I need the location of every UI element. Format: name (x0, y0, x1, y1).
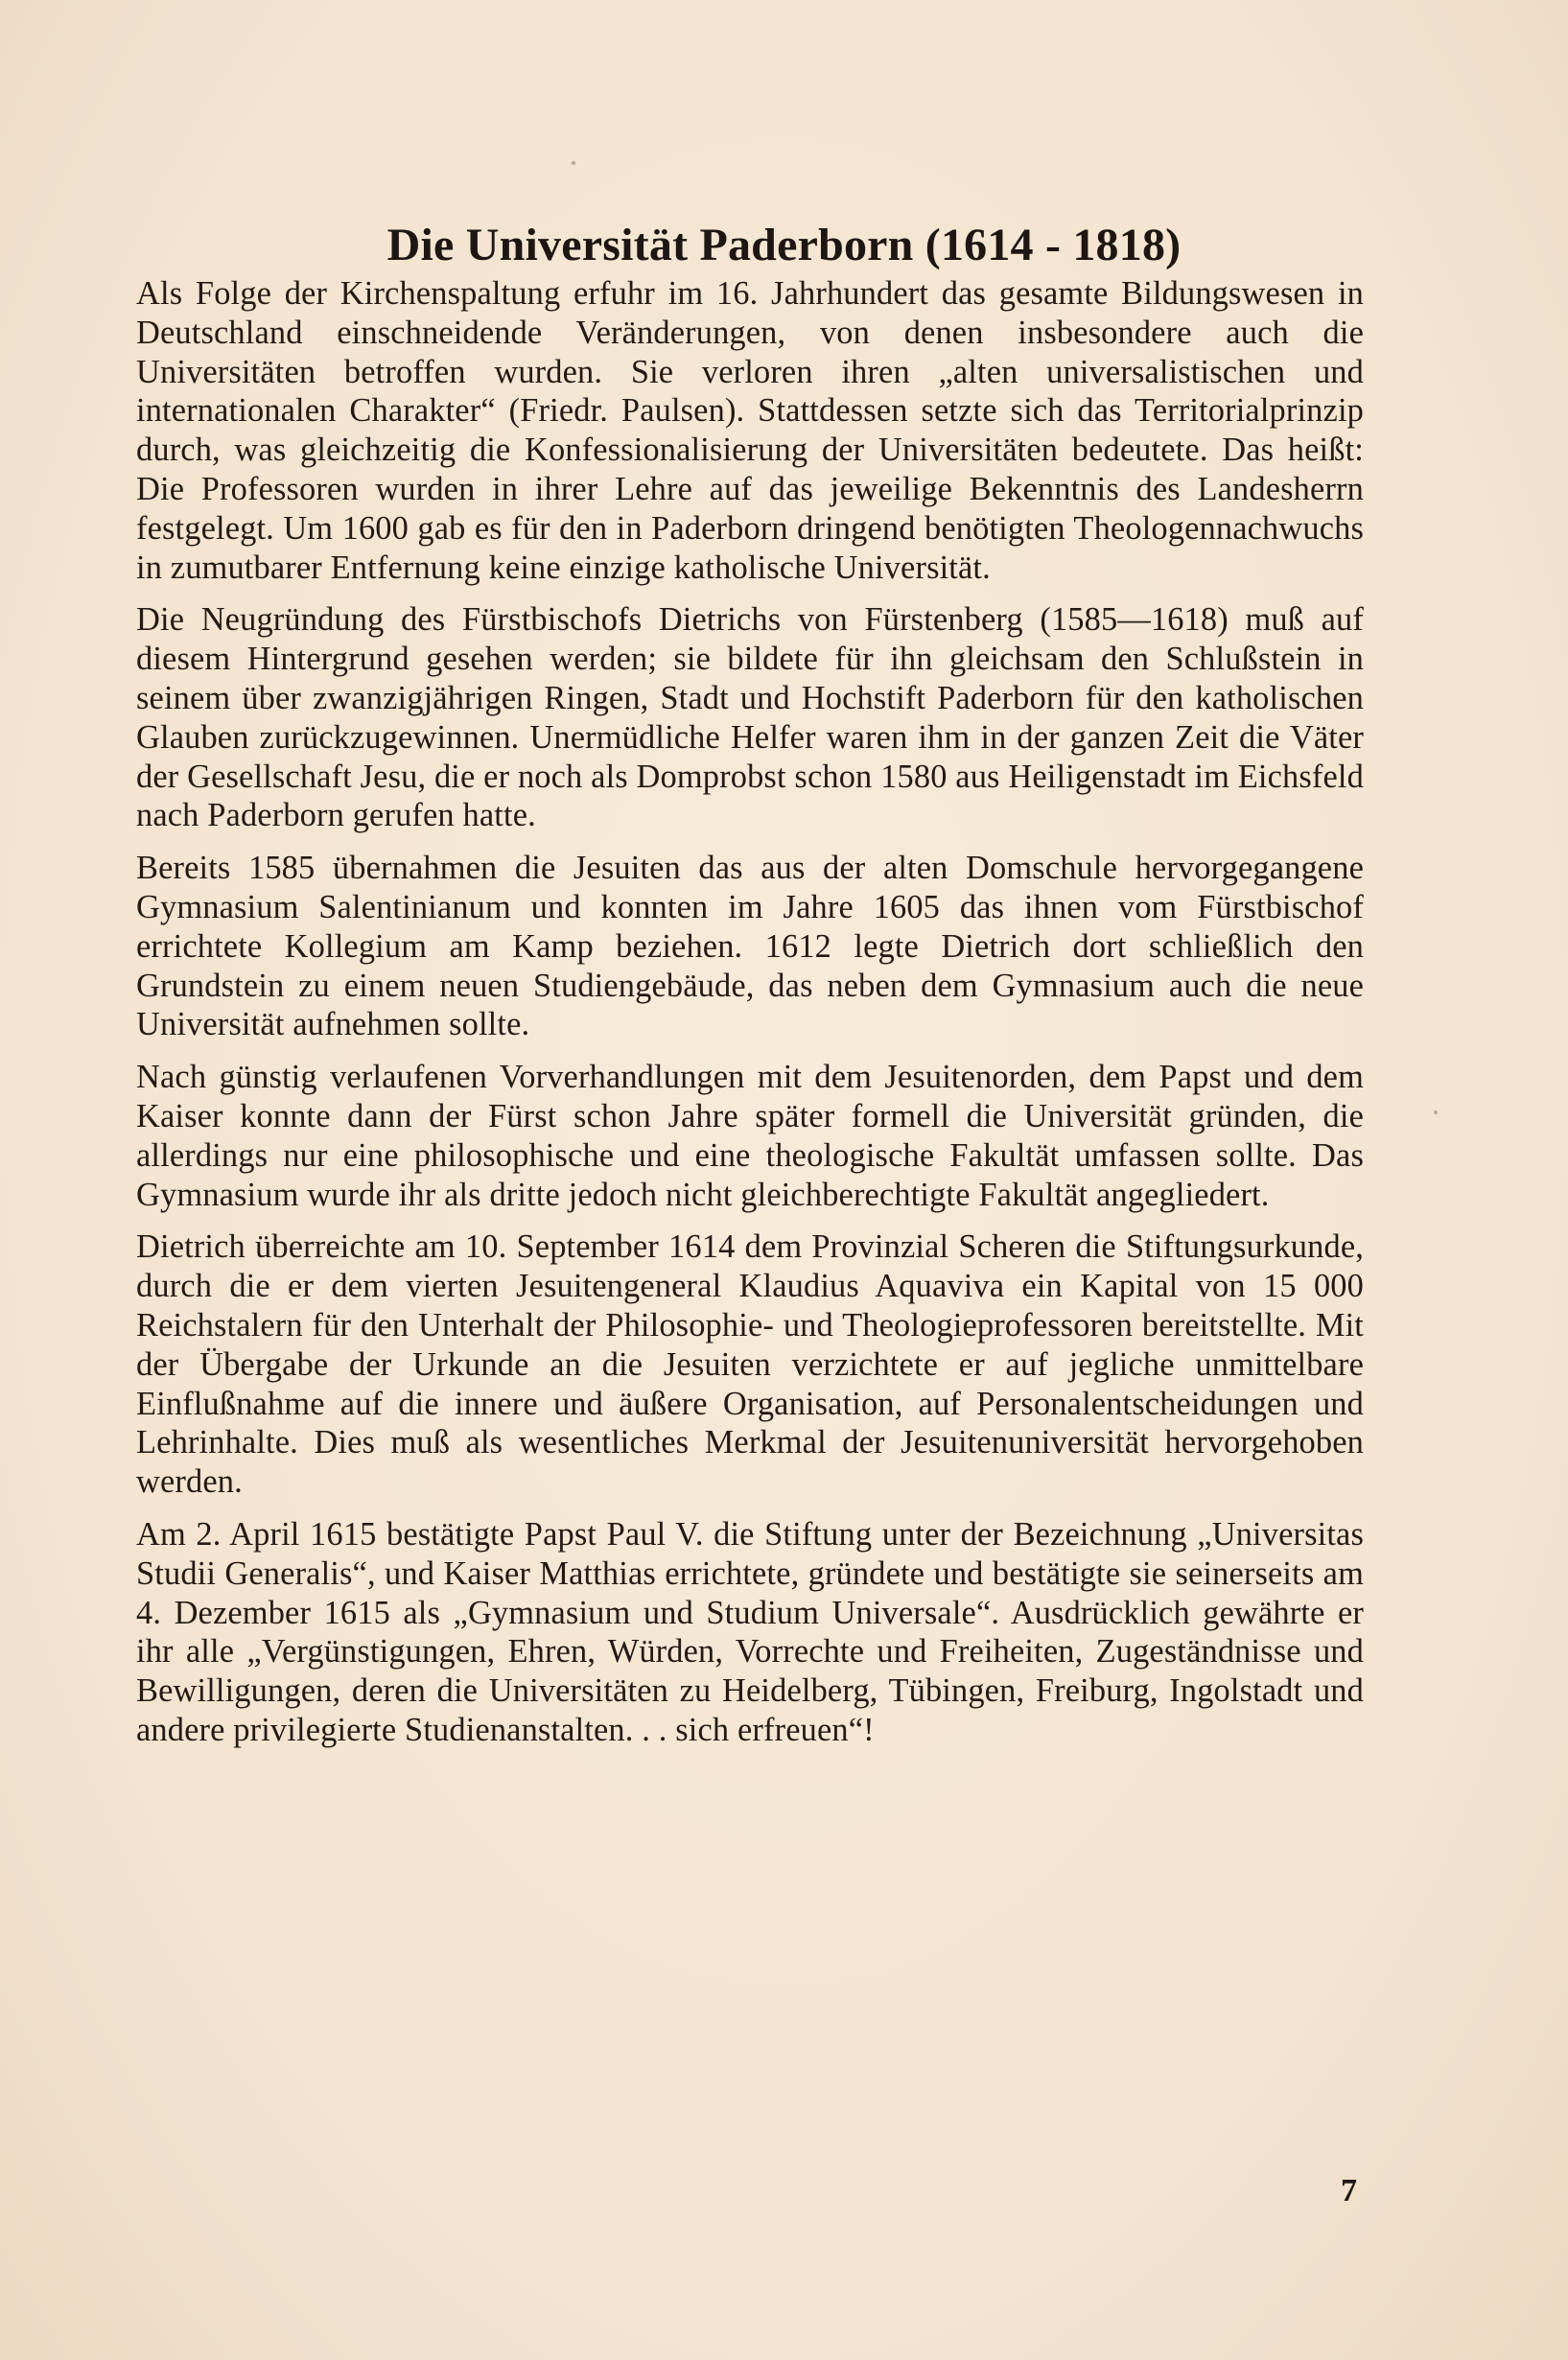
article-body (136, 274, 1364, 1764)
paper-speck (572, 161, 575, 165)
paragraph: Bereits 1585 übernahmen die Jesuiten das aus der alten Domschule hervorgegangene Gymnasium Salentinianum und konnten im Jahre 1605 das ihnen vom Fürstbischof errichtete Kollegium am Kamp beziehen. 1612 legte Dietrich dort schließlich den Grundstein zu einem neuen Studiengebäude, das neben dem Gymnasium auch die neue Universität aufnehmen sollte. (136, 850, 1364, 1043)
paragraph: Am 2. April 1615 bestätigte Papst Paul V. die Stiftung unter der Bezeichnung „Universitas Studii Generalis“, und Kaiser Matthias errichtete, gründete und bestätigte sie seinerseits am 4. Dezember 1615 als „Gymnasium und Studium Universale“. Ausdrücklich gewährte er ihr alle „Vergünstigungen, Ehren, Würden, Vorrechte und Freiheiten, Zugeständnisse und Bewilligungen, deren die Universitäten zu Heidelberg, Tübingen, Freiburg, Ingolstadt und andere privilegierte Studienanstalten. . . sich erfreuen“! (136, 1515, 1364, 1748)
paper-speck (1434, 1110, 1438, 1114)
paragraph: Nach günstig verlaufenen Vorverhandlungen mit dem Jesuitenorden, dem Papst und dem Kaiser konnte dann der Fürst schon Jahre später formell die Universität gründen, die allerdings nur eine philosophische und eine theologische Fakultät umfassen sollte. Das Gymnasium wurde ihr als dritte jedoch nicht gleichberechtigte Fakultät angegliedert. (136, 1059, 1364, 1213)
page-number: 7 (1341, 2173, 1357, 2208)
page-title: Die Universität Paderborn (1614 - 1818) (386, 220, 1182, 271)
paragraph: Dietrich überreichte am 10. September 1614 dem Provinzial Scheren die Stiftungsurkunde, durch die er dem vierten Jesuitengeneral Klaudius Aquaviva ein Kapital von 15 000 Reichstalern für den Unterhalt der Philosophie- und Theologieprofessoren bereitstellte. Mit der Übergabe der Urkunde an die Jesuiten verzichtete er auf jegliche unmittelbare Einflußnahme auf die innere und äußere Organisation, auf Personalentscheidungen und Lehrinhalte. Dies muß als wesentliches Merkmal der Jesuitenuniversität hervorgehoben werden. (136, 1228, 1364, 1501)
paragraph: Die Neugründung des Fürstbischofs Dietrichs von Fürstenberg (1585—1618) muß auf diesem Hintergrund gesehen werden; sie bildete für ihn gleichsam den Schlußstein in seinem über zwanzigjährigen Ringen, Stadt und Hochstift Paderborn für den katholischen Glauben zurückzugewinnen. Unermüdliche Helfer waren ihm in der ganzen Zeit die Väter der Gesellschaft Jesu, die er noch als Domprobst schon 1580 aus Heiligenstadt im Eichsfeld nach Paderborn gerufen hatte. (136, 601, 1364, 834)
paragraph: Als Folge der Kirchenspaltung erfuhr im 16. Jahrhundert das gesamte Bildungswesen in Deutschland einschneidende Veränderungen, von denen insbesondere auch die Universitäten betroffen wurden. Sie verloren ihren „alten universalistischen und internationalen Charakter“ (Friedr. Paulsen). Stattdessen setzte sich das Territorialprinzip durch, was gleichzeitig die Konfessionalisierung der Universitäten bedeutete. Das heißt: Die Professoren wurden in ihrer Lehre auf das jeweilige Bekenntnis des Landesherrn festgelegt. Um 1600 gab es für den in Paderborn dringend benötigten Theologennachwuchs in zumutbarer Entfernung keine einzige katholische Universität. (136, 275, 1364, 586)
